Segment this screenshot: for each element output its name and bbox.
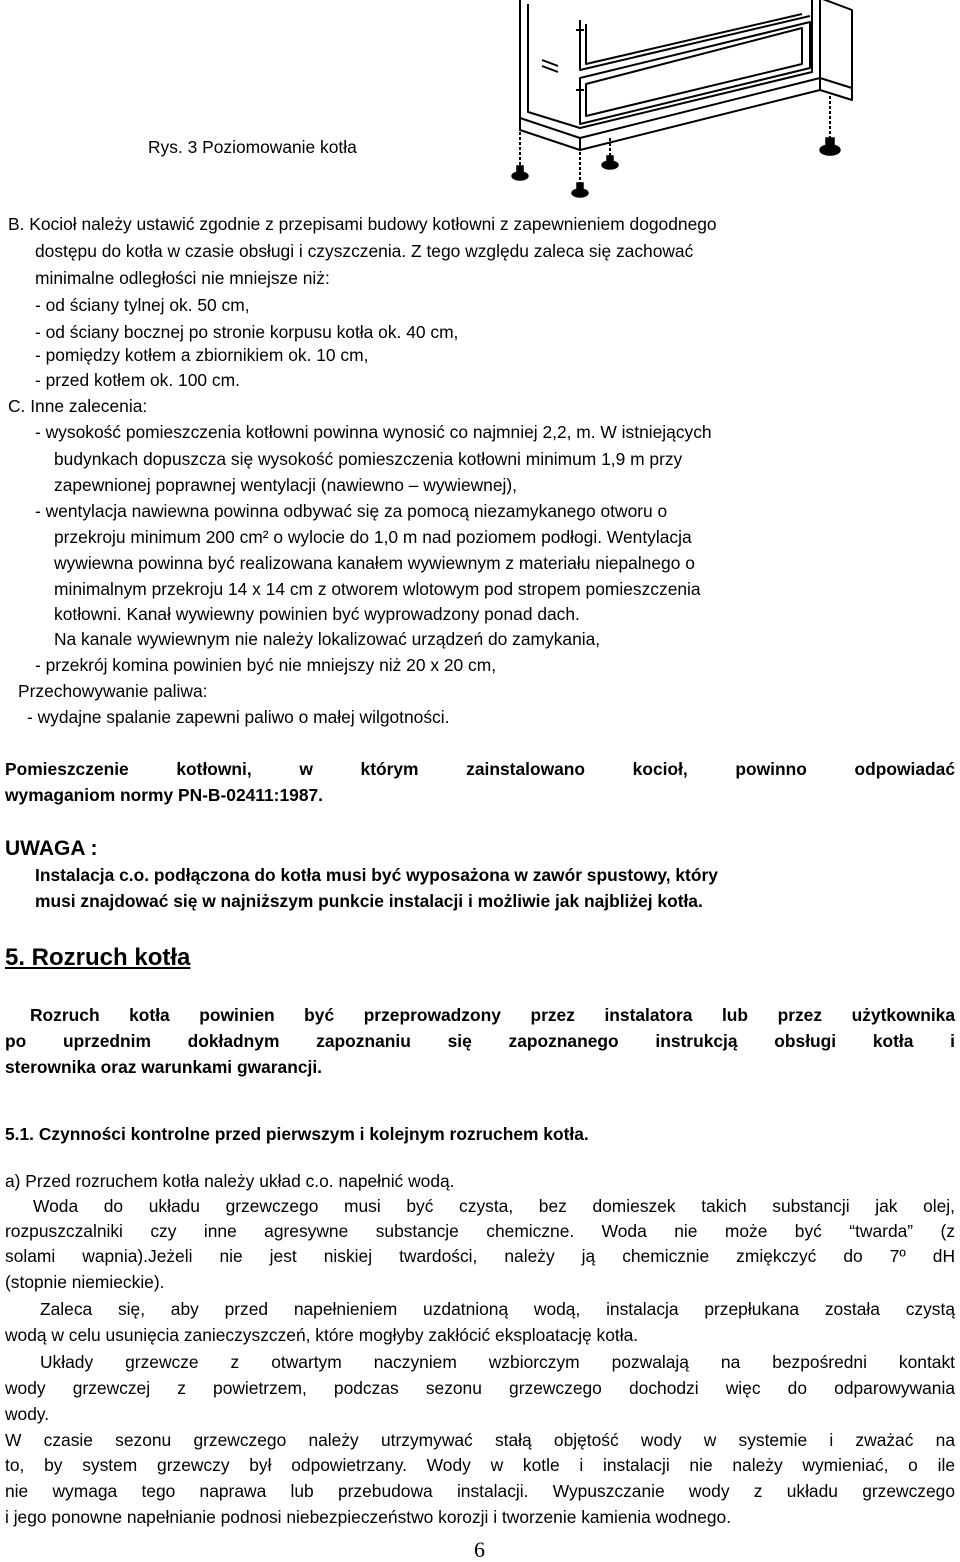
section-c-line-4: - wentylacja nawiewna powinna odbywać się za pomocą niezamykanego otworu o [35,501,668,521]
section-c-line-9: Na kanale wywiewnym nie należy lokalizować urządzeń do zamykania, [54,629,601,649]
section-b-line-2: dostępu do kotła w czasie obsługi i czyszczenia. Z tego względu zaleca się zachować [35,241,694,261]
section-b-line-6: - pomiędzy kotłem a zbiornikiem ok. 10 cm, [35,345,369,365]
section-5-title: 5. Rozruch kotła [5,944,191,971]
section-c-line-8: kotłowni. Kanał wywiewny powinien być wyprowadzony ponad dach. [54,604,580,624]
para4-line-4: i jego ponowne napełnianie podnosi niebezpieczeństwo korozji i tworzenie kamienia wodnego. [5,1507,732,1527]
section-c-line-2: budynkach dopuszcza się wysokość pomieszczenia kotłowni minimum 1,9 m przy [54,449,683,469]
para1-line-1: Woda do układu grzewczego musi być czysta, bez domieszek takich substancji jak olej, [33,1196,955,1216]
fuel-storage-line: - wydajne spalanie zapewni paliwo o małej wilgotności. [27,707,450,727]
para3-line-2: wody grzewczej z powietrzem, podczas sezonu grzewczego dochodzi więc do odparowywania [5,1378,955,1398]
para1-line-2: rozpuszczalniki czy inne agresywne substancje chemiczne. Woda nie może być “twarda” (z [5,1221,955,1241]
section-5-intro-line-1: Rozruch kotła powinien być przeprowadzony przez instalatora lub przez użytkownika [30,1005,955,1025]
section-c-line-10: - przekrój komina powinien być nie mniejszy niż 20 x 20 cm, [35,655,497,675]
section-c-line-1: - wysokość pomieszczenia kotłowni powinna wynosić co najmniej 2,2, m. W istniejących [35,422,712,442]
section-b-line-7: - przed kotłem ok. 100 cm. [35,370,240,390]
para3-line-3: wody. [5,1404,50,1424]
para4-line-1: W czasie sezonu grzewczego należy utrzymywać stałą objętość wody w systemie i zważać na [5,1430,955,1450]
para2-line-1: Zaleca się, aby przed napełnieniem uzdatnioną wodą, instalacja przepłukana została czystą [40,1299,955,1319]
section-c-line-5: przekroju minimum 200 cm² o wylocie do 1,0 m nad poziomem podłogi. Wentylacja [54,527,692,547]
para4-line-3: nie wymaga tego naprawa lub przebudowa instalacji. Wypuszczanie wody z układu grzewczego [5,1481,955,1501]
norm-line-2: wymaganiom normy PN-B-02411:1987. [5,785,323,805]
section-b-line-4: - od ściany tylnej ok. 50 cm, [35,295,250,315]
section-c-line-6: wywiewna powinna być realizowana kanałem wywiewnym z materiału niepalnego o [54,553,695,573]
section-c-title: C. Inne zalecenia: [8,396,148,416]
figure-caption: Rys. 3 Poziomowanie kotła [148,137,357,157]
section-5-intro-line-3: sterownika oraz warunkami gwarancji. [5,1057,323,1077]
section-b-line-1: B. Kocioł należy ustawić zgodnie z przepisami budowy kotłowni z zapewnieniem dogodnego [8,214,717,234]
section-b-line-5: - od ściany bocznej po stronie korpusu kotła ok. 40 cm, [35,322,459,342]
para1-line-4: (stopnie niemieckie). [5,1272,165,1292]
warning-line-2: musi znajdować się w najniższym punkcie instalacji i możliwie jak najbliżej kotła. [35,891,703,911]
item-a: a) Przed rozruchem kotła należy układ c.o. napełnić wodą. [5,1171,455,1191]
para1-line-3: solami wapnia).Jeżeli nie jest niskiej twardości, należy ją chemicznie zmiękczyć do 7º dH [5,1246,955,1266]
section-c-line-3: zapewnionej poprawnej wentylacji (nawiewno – wywiewnej), [54,475,518,495]
section-b-line-3: minimalne odległości nie mniejsze niż: [35,268,330,288]
warning-line-1: Instalacja c.o. podłączona do kotła musi być wyposażona w zawór spustowy, który [35,865,718,885]
page-number: 6 [474,1537,485,1562]
boiler-leveling-feet-drawing-icon [480,0,890,205]
para2-line-2: wodą w celu usunięcia zanieczyszczeń, które mogłyby zakłócić eksploatację kotła. [5,1325,639,1345]
section-5-1-title: 5.1. Czynności kontrolne przed pierwszym i kolejnym rozruchem kotła. [5,1124,589,1144]
para4-line-2: to, by system grzewczy był odpowietrzany. Wody w kotle i instalacji nie należy wymieniać, o ile [5,1455,955,1475]
para3-line-1: Układy grzewcze z otwartym naczyniem wzbiorczym pozwalają na bezpośredni kontakt [40,1352,955,1372]
section-5-intro-line-2: po uprzednim dokładnym zapoznaniu się zapoznanego instrukcją obsługi kotła i [5,1031,955,1051]
norm-line-1: Pomieszczenie kotłowni, w którym zainstalowano kocioł, powinno odpowiadać [5,759,955,779]
warning-title: UWAGA : [5,837,98,860]
fuel-storage-heading: Przechowywanie paliwa: [18,681,208,701]
section-c-line-7: minimalnym przekroju 14 x 14 cm z otworem wlotowym pod stropem pomieszczenia [54,579,701,599]
